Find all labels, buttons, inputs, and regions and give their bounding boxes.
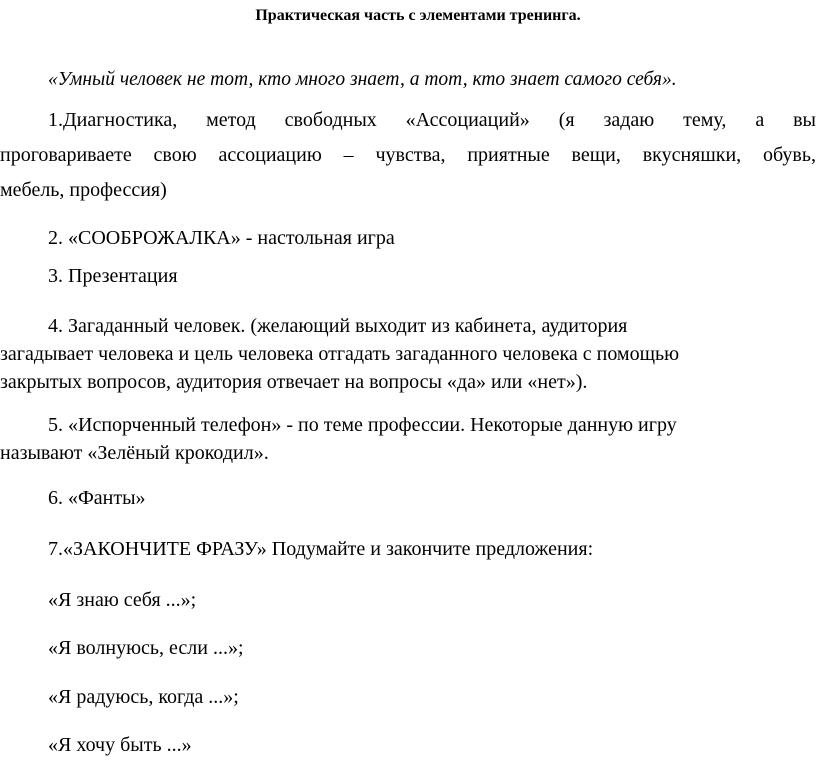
- item-3-presentation: 3. Презентация: [48, 265, 178, 287]
- item-1-line: 1.Диагностика, метод свободных «Ассоциаций» (я задаю тему, а вы: [48, 109, 816, 131]
- document-title: Практическая часть с элементами тренинга.: [255, 7, 581, 24]
- item-5-line: 5. «Испорченный телефон» - по теме профессии. Некоторые данную игру: [48, 414, 677, 436]
- item-1-line: мебель, профессия): [0, 179, 167, 201]
- item-4-line: загадывает человека и цель человека отгадать загаданного человека с помощью: [0, 343, 680, 365]
- phrase-item: «Я хочу быть ...»: [48, 734, 192, 756]
- item-4-guessed-person: [0, 312, 770, 396]
- phrase-item: «Я знаю себя ...»;: [48, 589, 197, 611]
- item-5-line: называют «Зелёный крокодил».: [0, 442, 269, 464]
- epigraph-quote: «Умный человек не тот, кто много знает, а тот, кто знает самого себя».: [48, 69, 677, 90]
- item-7-finish-phrase: 7.«ЗАКОНЧИТЕ ФРАЗУ» Подумайте и закончите предложения:: [48, 538, 594, 560]
- item-4-line: закрытых вопросов, аудитория отвечает на вопросы «да» или «нет»).: [0, 371, 588, 393]
- item-1-line: проговариваете свою ассоциацию – чувства, приятные вещи, вкусняшки, обувь,: [0, 144, 816, 166]
- phrase-item: «Я волнуюсь, если ...»;: [48, 637, 244, 659]
- item-6-forfeits: 6. «Фанты»: [48, 487, 146, 509]
- phrase-item: «Я радуюсь, когда ...»;: [48, 686, 239, 708]
- item-1-diagnostics: [0, 103, 816, 208]
- item-2-game: 2. «СООБРОЖАЛКА» - настольная игра: [48, 227, 395, 249]
- item-4-line: 4. Загаданный человек. (желающий выходит из кабинета, аудитория: [48, 315, 628, 337]
- item-5-broken-phone: [0, 411, 770, 467]
